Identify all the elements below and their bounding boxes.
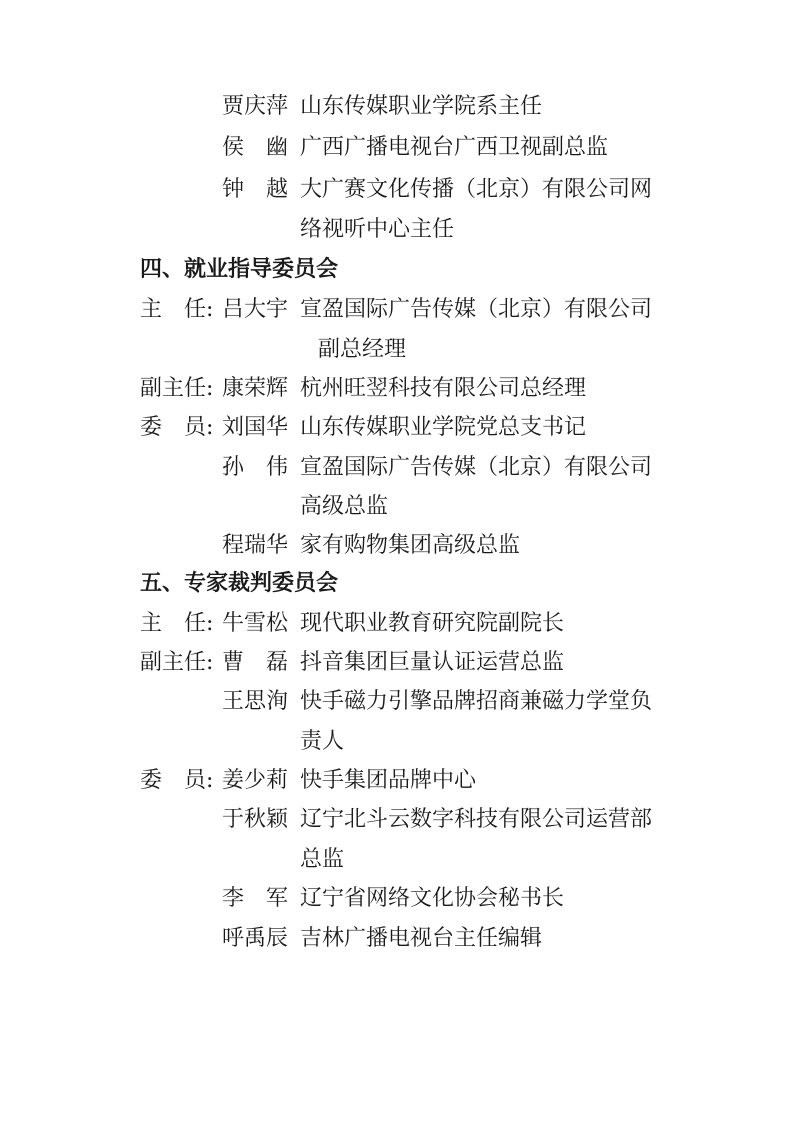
member-name: 程瑞华 (222, 533, 289, 558)
member-title: 吉林广播电视台主任编辑 (300, 926, 543, 951)
member-name: 孙 伟 (222, 455, 289, 480)
member-title: 山东传媒职业学院系主任 (300, 94, 543, 119)
member-name: 姜少莉 (222, 768, 289, 793)
member-title: 辽宁省网络文化协会秘书长 (300, 886, 565, 911)
member-title: 广西广播电视台广西卫视副总监 (300, 135, 609, 160)
role-label: 委 员: (140, 768, 214, 793)
member-title: 现代职业教育研究院副院长 (300, 611, 565, 636)
member-title: 山东传媒职业学院党总支书记 (300, 415, 587, 440)
member-title-continued: 总监 (300, 847, 345, 872)
role-label: 主 任: (140, 297, 214, 322)
member-name: 刘国华 (222, 415, 289, 440)
section-heading: 五、专家裁判委员会 (140, 571, 339, 596)
member-title: 杭州旺翌科技有限公司总经理 (300, 376, 587, 401)
member-title: 快手集团品牌中心 (300, 768, 477, 793)
member-title: 宣盈国际广告传媒（北京）有限公司 (300, 455, 653, 480)
member-title: 宣盈国际广告传媒（北京）有限公司 (300, 297, 653, 322)
member-title: 辽宁北斗云数字科技有限公司运营部 (300, 807, 653, 832)
member-name: 李 军 (222, 886, 289, 911)
member-title: 快手磁力引擎品牌招商兼磁力学堂负 (300, 689, 653, 714)
member-title-continued: 责人 (300, 729, 345, 754)
member-title: 抖音集团巨量认证运营总监 (300, 650, 565, 675)
role-label: 副主任: (140, 650, 214, 675)
member-title: 家有购物集团高级总监 (300, 533, 521, 558)
member-name: 钟 越 (222, 177, 289, 202)
section-heading: 四、就业指导委员会 (140, 257, 339, 282)
member-name: 曹 磊 (222, 650, 289, 675)
member-title-continued: 络视听中心主任 (300, 217, 455, 242)
member-name: 侯 幽 (222, 135, 289, 160)
member-name: 于秋颖 (222, 807, 289, 832)
member-name: 牛雪松 (222, 611, 289, 636)
role-label: 副主任: (140, 376, 214, 401)
member-name: 王思洵 (222, 689, 289, 714)
member-name: 贾庆萍 (222, 94, 289, 119)
member-title: 大广赛文化传播（北京）有限公司网 (300, 177, 653, 202)
member-name: 吕大宇 (222, 297, 289, 322)
member-title-continued: 高级总监 (300, 494, 389, 519)
member-title-continued: 副总经理 (318, 337, 407, 362)
member-name: 康荣辉 (222, 376, 289, 401)
role-label: 委 员: (140, 415, 214, 440)
role-label: 主 任: (140, 611, 214, 636)
member-name: 呼禹辰 (222, 926, 289, 951)
